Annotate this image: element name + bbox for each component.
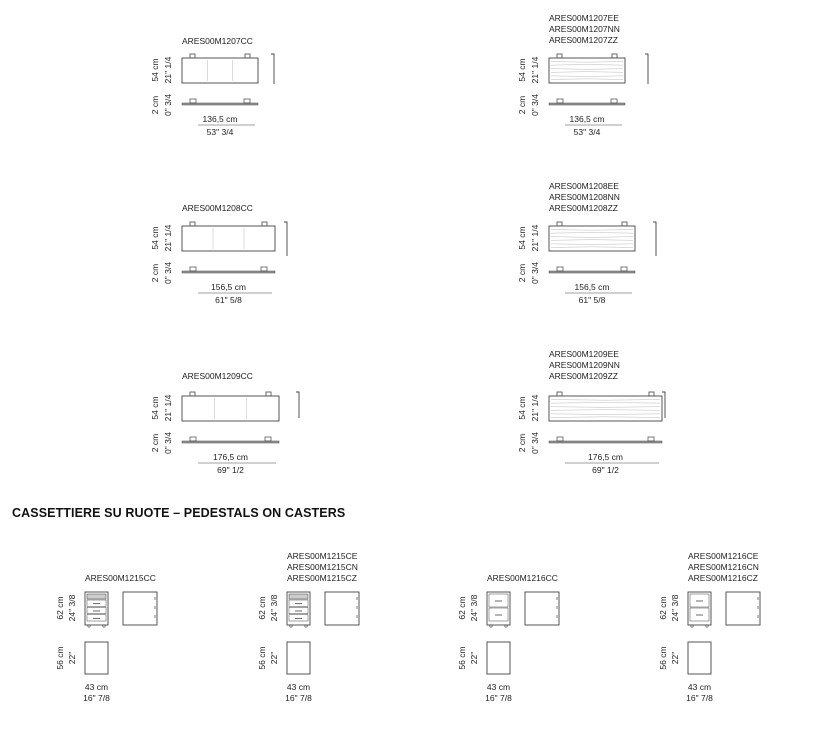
product-code: ARES00M1207CC: [182, 36, 253, 46]
width-in-label: 61" 5/8: [215, 295, 242, 305]
product-code: ARES00M1208ZZ: [549, 203, 618, 213]
product-code: ARES00M1208NN: [549, 192, 620, 202]
thickness-in-label: 0" 3/4: [163, 432, 173, 454]
height-cm-label: 62 cm: [658, 596, 668, 620]
height-cm-label: 54 cm: [517, 226, 527, 250]
thickness-cm-label: 2 cm: [517, 433, 527, 453]
height-in-label: 21" 1/4: [530, 394, 540, 422]
product-code: ARES00M1209EE: [549, 349, 619, 359]
depth-cm-label: 56 cm: [457, 646, 467, 670]
width-in-label: 69" 1/2: [217, 465, 244, 475]
pedestal-plan: [688, 642, 711, 674]
width-in-label: 69" 1/2: [592, 465, 619, 475]
width-in-label: 16" 7/8: [485, 693, 512, 703]
width-in-label: 16" 7/8: [83, 693, 110, 703]
height-in-label: 24" 3/8: [67, 594, 77, 622]
thickness-cm-label: 2 cm: [150, 95, 160, 115]
width-in-label: 53" 3/4: [206, 127, 234, 137]
height-in-label: 24" 3/8: [269, 594, 279, 622]
height-in-label: 24" 3/8: [670, 594, 680, 622]
width-cm-label: 43 cm: [84, 682, 109, 692]
pedestal-front: [688, 592, 711, 625]
product-code-block: [688, 551, 759, 584]
product-code: ARES00M1207NN: [549, 24, 620, 34]
height-cm-label: 54 cm: [150, 58, 160, 82]
product-code: ARES00M1209NN: [549, 360, 620, 370]
thickness-in-label: 0" 3/4: [530, 94, 540, 116]
width-in-label: 61" 5/8: [578, 295, 606, 305]
height-in-label: 21" 1/4: [530, 224, 540, 252]
width-cm-label: 43 cm: [286, 682, 311, 692]
product-code: ARES00M1209ZZ: [549, 371, 618, 381]
thickness-in-label: 0" 3/4: [530, 262, 540, 284]
depth-cm-label: 56 cm: [658, 646, 668, 670]
depth-in-label: 22": [670, 651, 680, 665]
depth-cm-label: 56 cm: [55, 646, 65, 670]
width-cm-label: 176,5 cm: [213, 452, 248, 462]
section-title: CASSETTIERE SU RUOTE – PEDESTALS ON CASTERS: [12, 506, 346, 520]
depth-in-label: 22": [469, 651, 479, 665]
width-in-label: 16" 7/8: [686, 693, 713, 703]
product-code: ARES00M1216CC: [487, 573, 558, 583]
pedestal-side: [726, 592, 760, 625]
depth-in-label: 22": [67, 651, 77, 665]
height-in-label: 24" 3/8: [469, 594, 479, 622]
product-code: ARES00M1215CC: [85, 573, 156, 583]
depth-cm-label: 56 cm: [257, 646, 267, 670]
width-cm-label: 156,5 cm: [211, 282, 246, 292]
product-code: ARES00M1208CC: [182, 203, 253, 213]
height-cm-label: 54 cm: [517, 58, 527, 82]
product-code: ARES00M1209CC: [182, 371, 253, 381]
width-cm-label: 136,5 cm: [202, 114, 238, 124]
product-code: ARES00M1215CN: [287, 562, 358, 572]
thickness-in-label: 0" 3/4: [530, 432, 540, 454]
width-in-label: 53" 3/4: [573, 127, 601, 137]
width-cm-label: 43 cm: [486, 682, 511, 692]
product-code: ARES00M1207ZZ: [549, 35, 618, 45]
height-cm-label: 54 cm: [517, 396, 527, 420]
product-code: ARES00M1207EE: [549, 13, 619, 23]
height-in-label: 21" 1/4: [530, 56, 540, 84]
height-cm-label: 62 cm: [457, 596, 467, 620]
thickness-cm-label: 2 cm: [517, 95, 527, 115]
product-code: ARES00M1208EE: [549, 181, 619, 191]
thickness-cm-label: 2 cm: [150, 263, 160, 283]
thickness-in-label: 0" 3/4: [163, 94, 173, 116]
height-cm-label: 62 cm: [55, 596, 65, 620]
height-in-label: 21" 1/4: [163, 394, 173, 422]
product-code: ARES00M1215CZ: [287, 573, 357, 583]
height-in-label: 21" 1/4: [163, 224, 173, 252]
height-cm-label: 54 cm: [150, 396, 160, 420]
depth-in-label: 22": [269, 651, 279, 665]
thickness-cm-label: 2 cm: [150, 433, 160, 453]
product-code: ARES00M1216CZ: [688, 573, 758, 583]
product-code: ARES00M1216CE: [688, 551, 759, 561]
width-cm-label: 136,5 cm: [569, 114, 605, 124]
thickness-in-label: 0" 3/4: [163, 262, 173, 284]
height-in-label: 21" 1/4: [163, 56, 173, 84]
product-code: ARES00M1216CN: [688, 562, 759, 572]
product-code: ARES00M1215CE: [287, 551, 358, 561]
width-cm-label: 176,5 cm: [588, 452, 623, 462]
thickness-cm-label: 2 cm: [517, 263, 527, 283]
width-cm-label: 156,5 cm: [574, 282, 610, 292]
height-cm-label: 62 cm: [257, 596, 267, 620]
height-cm-label: 54 cm: [150, 226, 160, 250]
width-cm-label: 43 cm: [687, 682, 712, 692]
width-in-label: 16" 7/8: [285, 693, 312, 703]
